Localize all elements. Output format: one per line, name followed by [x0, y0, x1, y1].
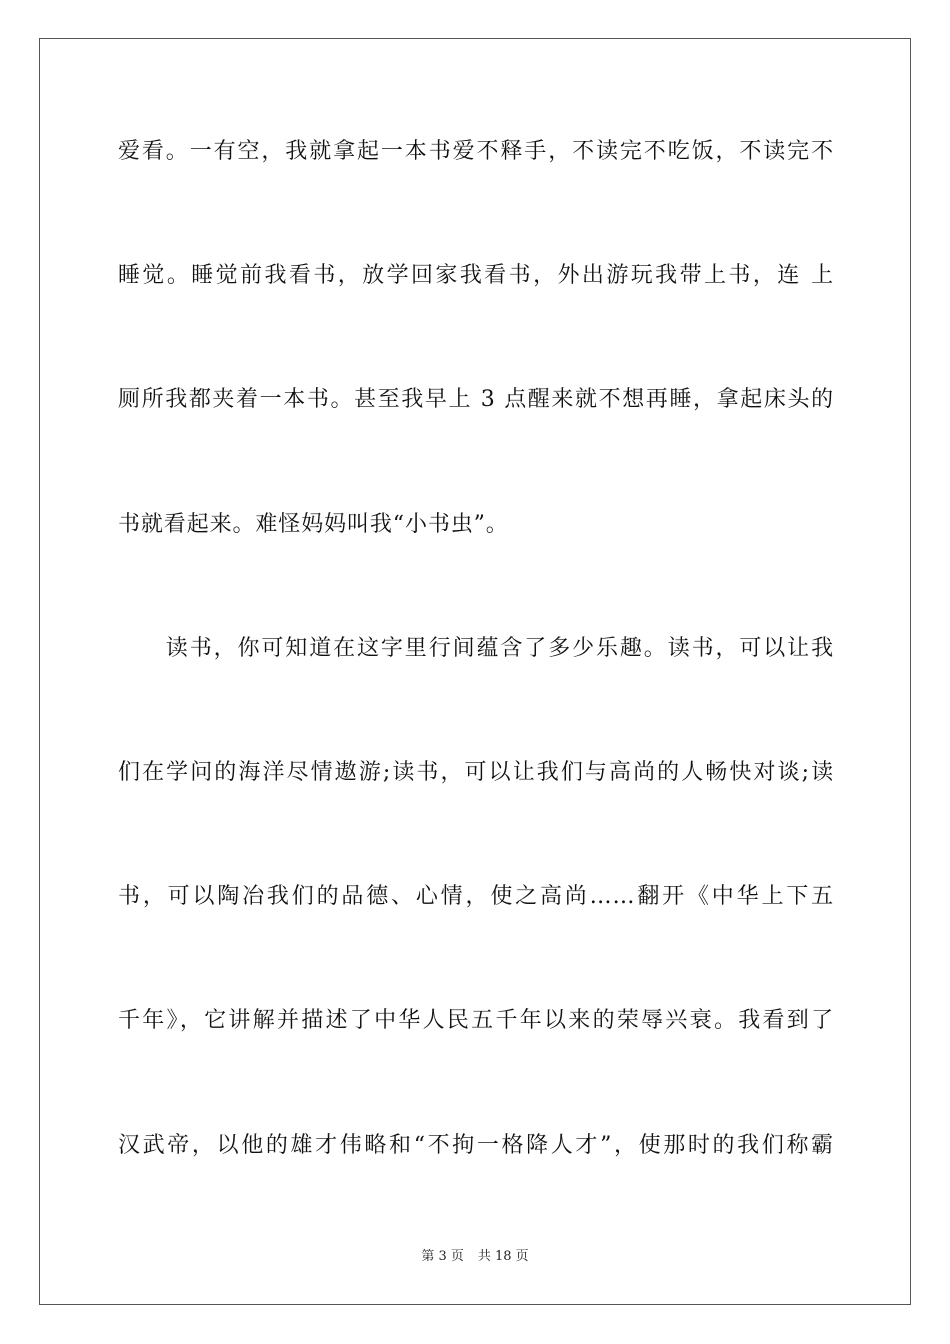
page-number: 第 3 页 — [421, 1249, 464, 1264]
text-line-6: 们在学问的海洋尽情遨游;读书，可以让我们与高尚的人畅快对谈;读 — [118, 760, 834, 785]
text-line-9: 汉武帝，以他的雄才伟略和“不拘一格降人才”，使那时的我们称霸 — [118, 1133, 834, 1158]
text-line-2: 睡觉。睡觉前我看书，放学回家我看书，外出游玩我带上书，连 上 — [118, 263, 834, 288]
text-line-1: 爱看。一有空，我就拿起一本书爱不释手，不读完不吃饭，不读完不 — [118, 139, 834, 164]
total-pages: 共 18 页 — [477, 1249, 529, 1264]
page-footer — [0, 1248, 950, 1266]
text-line-4: 书就看起来。难怪妈妈叫我“小书虫”。 — [118, 512, 509, 537]
text-line-3: 厕所我都夹着一本书。甚至我早上 3 点醒来就不想再睡，拿起床头的 — [118, 387, 834, 412]
text-line-8: 千年》，它讲解并描述了中华人民五千年以来的荣辱兴衰。我看到了 — [118, 1008, 834, 1033]
text-line-5: 读书，你可知道在这字里行间蕴含了多少乐趣。读书，可以让我 — [118, 636, 834, 661]
page-border — [39, 38, 911, 1305]
text-line-7: 书，可以陶冶我们的品德、心情，使之高尚……翻开《中华上下五 — [118, 884, 834, 909]
